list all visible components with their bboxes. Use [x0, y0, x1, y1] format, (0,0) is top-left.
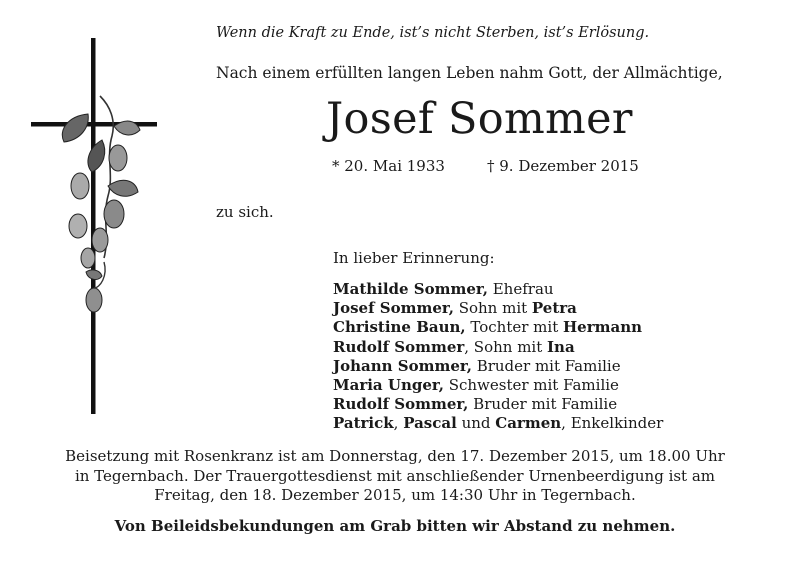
mourner-relation: Sohn mit: [453, 299, 532, 318]
memory-heading: In lieber Erinnerung:: [333, 249, 495, 267]
mourner-partner: Hermann: [563, 318, 643, 337]
list-item: [333, 338, 663, 357]
mourner-name: Johann Sommer,: [333, 356, 472, 375]
mourner-relation: Tochter mit: [465, 318, 563, 337]
mourner-name: Christine Baun,: [333, 318, 466, 337]
mourner-name: Rudolf Sommer,: [333, 395, 469, 414]
mourner-name: Mathilde Sommer,: [333, 280, 488, 298]
mourner-name: Maria Unger,: [333, 376, 444, 395]
deceased-name: Josef Sommer: [326, 94, 633, 144]
funeral-line: Freitag, den 18. Dezember 2015, um 14:30 Uhr in Tegernbach.: [154, 486, 636, 504]
mourner-relation: Schwester mit Familie: [443, 376, 619, 395]
mourner-name: Josef Sommer,: [333, 299, 454, 318]
mourner-relation: , Enkelkinder: [561, 414, 664, 433]
mourner-name: Rudolf Sommer: [333, 337, 465, 356]
mourner-relation: , Sohn mit: [464, 337, 548, 356]
list-item: [333, 280, 663, 299]
closing-intro: zu sich.: [216, 203, 274, 221]
birth-date: * 20. Mai 1933: [332, 157, 445, 175]
mourner-partner: Petra: [531, 299, 577, 318]
separator: und: [456, 414, 496, 433]
condolence-request: Von Beileidsbekundungen am Grab bitten wir Abstand zu nehmen.: [114, 517, 676, 535]
list-item: [333, 357, 663, 376]
death-date: † 9. Dezember 2015: [487, 157, 639, 175]
grandchild-name: Patrick: [333, 414, 394, 433]
separator: ,: [393, 414, 404, 433]
intro-text: Nach einem erfüllten langen Leben nahm Gott, der Allmächtige,: [216, 64, 723, 82]
list-item: [333, 414, 663, 433]
mourners-list: [333, 280, 663, 434]
funeral-line: Beisetzung mit Rosenkranz ist am Donnerstag, den 17. Dezember 2015, um 18.00 Uhr: [65, 447, 725, 465]
motto: Wenn die Kraft zu Ende, ist’s nicht Sterben, ist’s Erlösung.: [216, 25, 650, 41]
list-item: [333, 376, 663, 395]
mourner-relation: Bruder mit Familie: [468, 395, 618, 414]
funeral-line: in Tegernbach. Der Trauergottesdienst mit anschließender Urnenbeerdigung ist am: [74, 466, 716, 485]
funeral-details: [0, 447, 790, 506]
grandchild-name: Carmen: [495, 414, 562, 433]
mourner-relation: Ehefrau: [487, 280, 554, 298]
mourner-partner: Ina: [547, 337, 575, 356]
list-item: [333, 395, 663, 414]
list-item: [333, 318, 663, 337]
mourner-relation: Bruder mit Familie: [471, 356, 621, 375]
grandchild-name: Pascal: [403, 414, 457, 433]
cross-with-hops-icon: [28, 36, 163, 416]
list-item: [333, 299, 663, 318]
